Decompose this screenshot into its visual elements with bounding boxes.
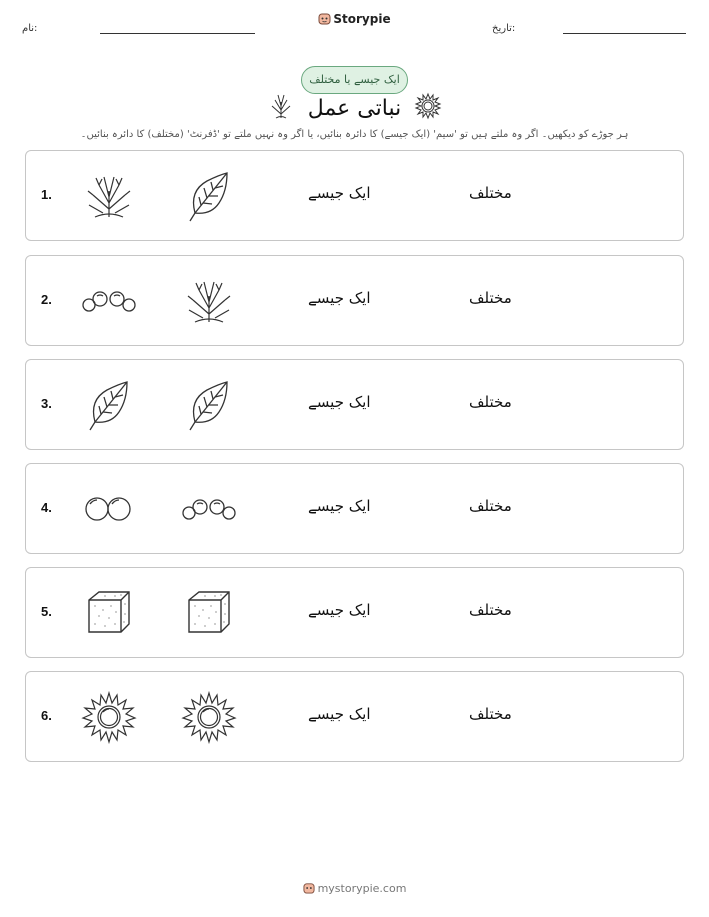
two-circles-icon <box>81 482 137 536</box>
question-number: 1. <box>41 187 52 202</box>
same-option[interactable]: ایک جیسے <box>308 705 371 723</box>
coral-icon <box>81 169 137 223</box>
question-row-3 <box>25 359 684 450</box>
question-row-2 <box>25 255 684 346</box>
same-option[interactable]: ایک جیسے <box>308 393 371 411</box>
molecule-icon <box>81 274 137 328</box>
name-label: نام: <box>22 23 38 34</box>
question-row-1 <box>25 150 684 241</box>
sun-icon <box>414 92 442 120</box>
question-number: 2. <box>41 292 52 307</box>
storypie-logo-icon <box>303 882 315 894</box>
sugar-cube-icon <box>181 586 237 640</box>
different-option[interactable]: مختلف <box>469 289 512 307</box>
same-option[interactable]: ایک جیسے <box>308 184 371 202</box>
question-row-6 <box>25 671 684 762</box>
same-option[interactable]: ایک جیسے <box>308 497 371 515</box>
date-label: تاریخ: <box>492 23 516 34</box>
worksheet-title: نباتی عمل <box>307 96 402 121</box>
sun-icon <box>81 690 137 744</box>
question-number: 3. <box>41 396 52 411</box>
leaf-icon <box>81 378 137 432</box>
leaf-icon <box>181 169 237 223</box>
different-option[interactable]: مختلف <box>469 497 512 515</box>
different-option[interactable]: مختلف <box>469 705 512 723</box>
sugar-cube-icon <box>81 586 137 640</box>
question-number: 5. <box>41 604 52 619</box>
footer-site-link[interactable]: mystorypie.com <box>317 882 407 895</box>
footer <box>0 882 709 895</box>
sun-icon <box>181 690 237 744</box>
date-line[interactable] <box>563 33 686 34</box>
leaf-icon <box>181 378 237 432</box>
different-option[interactable]: مختلف <box>469 601 512 619</box>
coral-icon <box>181 274 237 328</box>
different-option[interactable]: مختلف <box>469 393 512 411</box>
same-option[interactable]: ایک جیسے <box>308 601 371 619</box>
brand-logo <box>0 12 709 26</box>
name-line[interactable] <box>100 33 255 34</box>
question-number: 4. <box>41 500 52 515</box>
question-number: 6. <box>41 708 52 723</box>
question-row-5 <box>25 567 684 658</box>
question-row-4 <box>25 463 684 554</box>
same-option[interactable]: ایک جیسے <box>308 289 371 307</box>
storypie-logo-icon <box>318 12 331 25</box>
molecule-icon <box>181 482 237 536</box>
same-or-different-badge: ایک جیسے یا مختلف <box>301 66 408 94</box>
brand-name: Storypie <box>333 12 391 26</box>
instructions: ہر جوڑے کو دیکھیں۔ اگر وہ ملتے ہیں تو 'سیم' (ایک جیسے) کا دائرہ بنائیں، یا اگر وہ نہیں ملتے تو 'ڈفرنٹ' (مختلف) کا دائرہ بنائیں۔ <box>80 129 629 140</box>
different-option[interactable]: مختلف <box>469 184 512 202</box>
